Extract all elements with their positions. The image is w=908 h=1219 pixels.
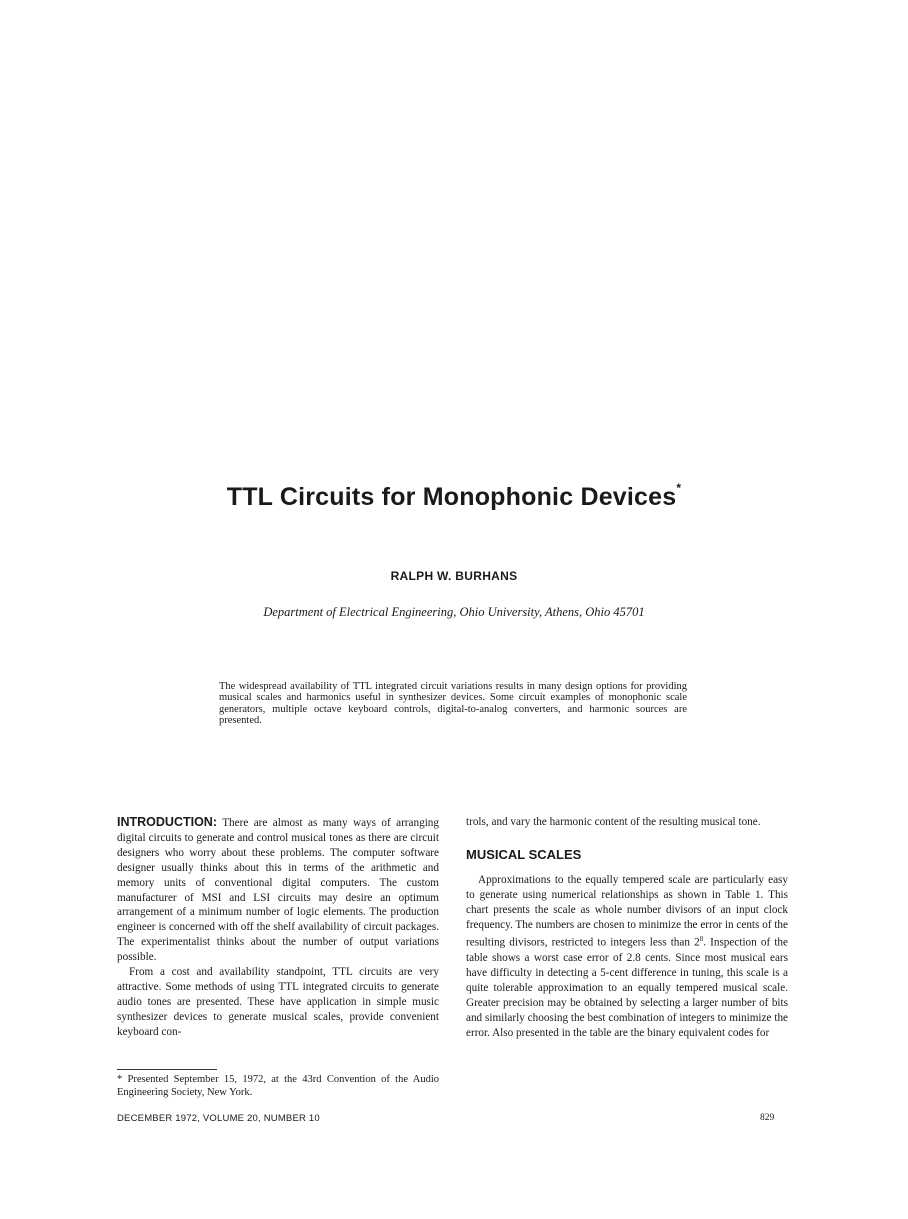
footnote: * Presented September 15, 1972, at the 43rd Convention of the Audio Engineering Society, New York. [117,1074,439,1098]
musical-scales-heading: MUSICAL SCALES [466,846,582,862]
journal-issue-footer: DECEMBER 1972, VOLUME 20, NUMBER 10 [117,1113,320,1124]
intro-paragraph-2: From a cost and availability standpoint, TTL circuits are very attractive. Some methods of using TTL integrated circuits to generate audio tones are presented. These have application in simple music synthesizer devices to generate musical scales, provide convenient keyboard con- [117,966,439,1038]
left-column [117,815,439,1040]
scales-paragraph-1-part-b: . Inspection of the table shows a worst case error of 2.8 cents. Since most musical ears have difficulty in detecting a 5-cent difference in tuning, this scale is a quite tolerable approximation to an equally tempered musical scale. Greater precision may be obtained by selecting a larger number of bits and similarly choosing the best combination of integers to minimize the error. Also presented in the table are the binary equivalent codes for [466,937,788,1039]
title-footnote-mark: * [676,481,682,495]
intro-paragraph-1-text: There are almost as many ways of arranging digital circuits to generate and control musical tones as there are circuit designers who worry about these problems. The computer software designer usually thinks about this in terms of the arithmetic and memory units of conventional digital computers. The custom manufacturer of MSI and LSI circuits may desire an optimum arrangement of a minimum number of logic elements. The production engineer is concerned with off the shelf availability of circuit packages. The experimentalist thinks about the number of output variations possible. [117,817,439,964]
intro-continuation: trols, and vary the harmonic content of the resulting musical tone. [466,816,761,828]
page-number: 829 [760,1113,775,1123]
abstract: The widespread availability of TTL integrated circuit variations results in many design options for providing musical scales and harmonics useful in synthesizer devices. Some circuit examples of monophonic scale generators, multiple octave keyboard controls, digital-to-analog converters, and harmonic sources are presented. [219,681,687,726]
footnote-divider [117,1069,217,1070]
author-name: RALPH W. BURHANS [390,569,518,583]
scales-paragraph-1-part-a: Approximations to the equally tempered scale are particularly easy to generate using numerical relationships as shown in Table 1. This chart presents the scale as whole number divisors of an input clock frequency. The numbers are chosen to minimize the error in cents of the resulting divisors, restricted to integers less than 2 [466,873,788,950]
author-affiliation: Department of Electrical Engineering, Ohio University, Athens, Ohio 45701 [263,605,645,619]
article-title [0,483,908,512]
scales-paragraph-1 [466,873,788,1041]
article-title-text: TTL Circuits for Monophonic Devices [226,483,677,511]
scales-exponent: 8 [699,935,704,944]
right-column [466,815,788,1041]
intro-paragraph-1 [117,815,439,965]
introduction-heading: INTRODUCTION: [117,815,217,829]
